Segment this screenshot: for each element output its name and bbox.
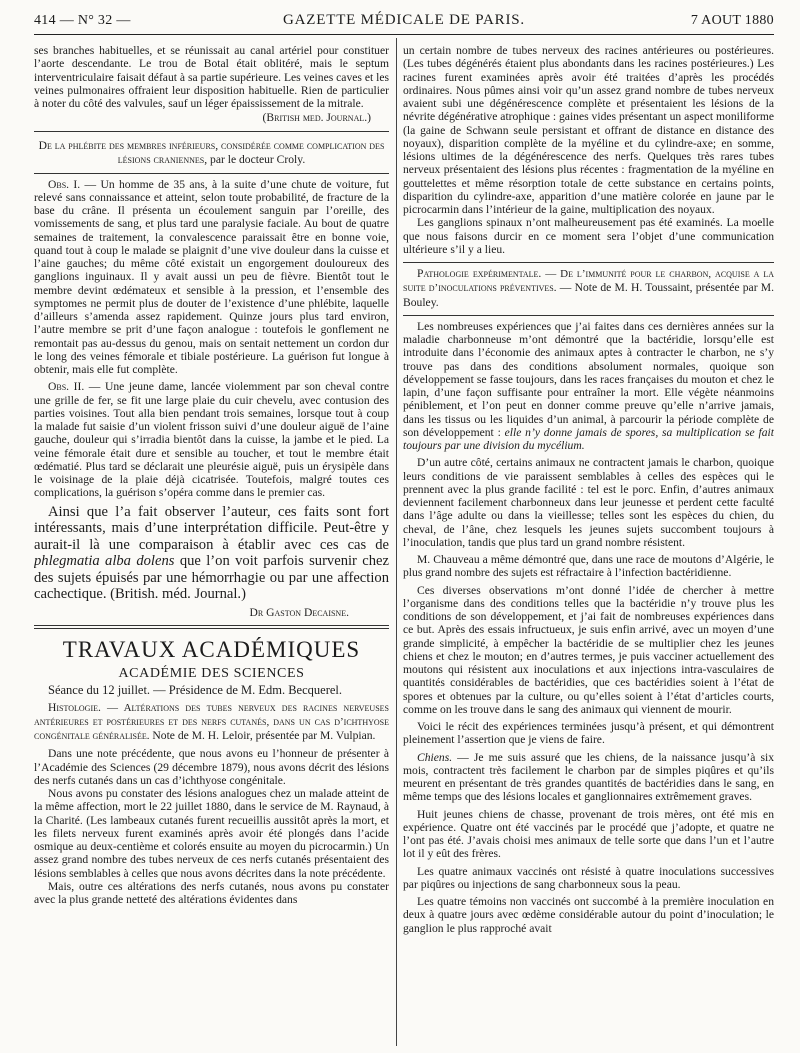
observation-1: Obs. I. — Un homme de 35 ans, à la suite d’une chute de voiture, fut relevé sans connaissance et atteint, selon toute probabilité, de fracture de la base du crâne. Il présenta un écoulement sanguin par l’oreille, des vomissements de sang, et plus tard une paralysie faciale. Au bout de quatre semaines de traitement, la convalescence paraissait être en bonne voie, quand tout à coup le malade se plaignit d’une vive douleur dans la cuisse et l’aine gauches; du même côté existait un engorgement douloureux des ganglions inguinaux. Il y avait aussi un peu de fièvre. Bientôt tout le membre devint œdémateux et sensible à la pression, et l’ensemble des symptomes ne permit plus de douter de l’existence d’une phlébite, laquelle d’ailleurs s’amenda assez rapidement. Quinze jours plus tard environ, l’autre membre se prit d’une façon analogue : toutefois le gonflement ne remontait pas au-dessus du genou, mais on sentait nettement un cordon dur le long des veines fémorale et tibiale postérieure. La guérison fut longue à obtenir, mais elle fut complète. [34, 177, 389, 376]
paragraph: Les quatre animaux vaccinés ont résisté à quatre inoculations successives par piqûres ou injections de sang charbonneux sous la peau. [403, 864, 774, 891]
paragraph: ses branches habituelles, et se réunissait au canal artériel pour constituer l’aorte descendante. Le trou de Botal était oblitéré, mais le septum interventriculaire faisait défaut à sa partie supérieure. Les veines caves et les veines pulmonaires offraient leur disposition habituelle. Rien de particulier à noter du côté des valvules, sauf un léger épaississement de la mitrale. [34, 44, 389, 110]
column-separator [396, 38, 397, 1046]
page-number: 414 — N° 32 — [34, 13, 131, 28]
double-rule [34, 625, 389, 629]
paragraph: Dans une note précédente, que nous avons eu l’honneur de présenter à l’Académie des Sciences (29 décembre 1879), nous avons décrit des lésions des nerfs cutanés dans un cas d’ichthyose congénitale. [34, 747, 389, 787]
journal-title: GAZETTE MÉDICALE DE PARIS. [283, 12, 525, 28]
section-rule [34, 173, 389, 174]
session-line: Séance du 12 juillet. — Présidence de M. Edm. Becquerel. [48, 682, 343, 697]
issue-date: 7 AOUT 1880 [690, 13, 774, 28]
paragraph: Mais, outre ces altérations des nerfs cutanés, nous avons pu constater avec la plus grande netteté des altérations évidentes dans [34, 879, 389, 907]
running-header [34, 10, 774, 32]
paragraph: Les nombreuses expériences que j’ai faites dans ces dernières années sur la maladie charbonneuse m’ont démontré que la bactéridie, lorsqu’elle est introduite dans l’économie des animaux aptes à contracter le charbon, ne s’y trouve pas dans des conditions absolument normales, quoique son développement se fasse toujours, dans les races françaises du mouton et chez le lapin, d’une façon suffisante pour entraîner la mort. Elle végète néanmoins péniblement, et l’on peut en donner comme preuve qu’elle n’arrive jamais, dans les tissus ou les liquides d’un animal, à parcourir la période complète de son développement : elle n’y donne jamais de spores, sa multiplication se fait toujours par une division du mycélium. [403, 319, 774, 452]
paragraph: Les ganglions spinaux n’ont malheureusement pas été examinés. La moelle que nous faisons durcir en ce moment sera l’objet d’une communication ultérieure s’il y a lieu. [403, 216, 774, 256]
section-rule [403, 315, 774, 316]
article-author: Dr Gaston Decaisne. [249, 606, 349, 620]
section-rule [403, 262, 774, 263]
observation-2: Obs. II. — Une jeune dame, lancée violemment par son cheval contre une grille de fer, se fit une large plaie du cuir chevelu, avec contusion des parties voisines. Tout alla bien pendant trois semaines, lorsque tout à coup la malade fut saisie d’un violent frisson suivi d’une douleur aiguë de l’aine gauche, douleur qui s’irradia bientôt dans la cuisse, la jambe et le pied. La veine fémorale était dure et sensible au toucher, et tout le membre était œdématié. Plus tard se déclarait une pleurésie aiguë, puis un érysipèle dans le voisinage de la plaie déjà cicatrisée. Toutefois, malgré toutes ces complications, la guérison s’opéra comme dans le premier cas. [34, 380, 389, 500]
section-heading: TRAVAUX ACADÉMIQUES [62, 637, 361, 663]
subsection-heading: ACADÉMIE DES SCIENCES [118, 666, 305, 682]
right-column [403, 44, 774, 1044]
section-rule [34, 131, 389, 132]
paragraph: Les quatre témoins non vaccinés ont succombé à la première inoculation en deux à quatre jours avec œdème considérable autour du point d’inoculation; le ganglion le plus rapproché avait [403, 895, 774, 935]
paragraph: D’un autre côté, certains animaux ne contractent jamais le charbon, quoique leurs conditions de vie paraissent semblables à celles des espèces qui le prennent avec la plus grande facilité : tel est le porc. Enfin, d’autres animaux deviennent facilement charbonneux dans leur jeunesse et perdent cette faculté dans l’âge adulte ou dans la vieillesse; telles sont les espèces du chien, du cheval, de l’âne, chez lesquels les jeunes sujets succombent toujours à l’inoculation, tandis que plus tard un grand nombre résistent. [403, 456, 774, 549]
paragraph: un certain nombre de tubes nerveux des racines antérieures ou postérieures. (Les tubes dégénérés étaient plus abondants dans les racines postérieures.) Les racines furent examinées après avoir été traitées d’après les procédés ordinaires. Nous pûmes ainsi voir qu’un assez grand nombre de tubes nerveux avaient subi une dégénérescence complète et présentaient les lésions de la névrite dégénérative atrophique : gaines vides présentant un aspect moniliforme (la gaine de Schwann seule persistant et offrant de distance en distance des noyaux), disparition complète de la myéline et du cylindre-axe; en somme, lésions ultimes de la dégénérescence des nerfs. Quelques très rares tubes nerveux présentaient des lésions plus récentes : fragmentation de la myéline en gouttelettes et même résorption totale de cette substance en certains points, disparition du cylindre-axe, apparition d’une matière colorée en jaune par le picrocarmin dans l’intérieur de la gaine, multiplication des noyaux. [403, 44, 774, 216]
paragraph: Voici le récit des expériences terminées jusqu’à présent, et qui démontrent pleinement l’assertion que je viens de faire. [403, 720, 774, 747]
paragraph: Huit jeunes chiens de chasse, provenant de trois mères, ont été mis en expérience. Quatre ont été vaccinés par le procédé que j’adopte, et quatre ne l’ont pas été. J’avais choisi mes animaux de telle sorte que dans l’un et l’autre lot il y eût des frères. [403, 807, 774, 861]
header-rule [34, 34, 774, 35]
pathology-heading: Pathologie expérimentale. — De l’immunité pour le charbon, acquise a la suite d’inoculations préventives. — Note de M. H. Toussaint, présentée par M. Bouley. [403, 267, 774, 309]
left-column [34, 44, 389, 1044]
paragraph: Ces diverses observations m’ont donné l’idée de chercher à mettre l’organisme dans des conditions telles que la bactéridie n’y trouve plus les conditions de son développement, et j’ai fait de nombreuses expériences dans ce but. Après des essais infructueux, je suis enfin arrivé, avec un moyen d’une grande simplicité, à empêcher la bactéridie de se multiplier chez les jeunes chiens et chez le mouton; en d’autres termes, je puis vacciner actuellement des moutons qui résistent aux inoculations et aux injections intra-vasculaires de quantités considérables de bactéridies, que ces bactéridies soient à l’état de spores et obtenues par la culture, ou qu’elles soient à l’état d’articles courts, comme on les trouve dans le sang des animaux qui viennent de mourir. [403, 583, 774, 716]
source-citation: (British med. Journal.) [262, 111, 371, 125]
article-title: De la phlébite des membres inférieurs, considérée comme complication des lésions craniennes, par le docteur Croly. [38, 138, 385, 166]
commentary: Ainsi que l’a fait observer l’auteur, ces faits sont fort intéressants, mais d’une interprétation difficile. Peut-être y aurait-il là une comparaison à établir avec ces cas de phlegmatia alba dolens que l’on voit parfois survenir chez des sujets épuisés par une hémorrhagie ou par une affection cachectique. (British. méd. Journal.) [34, 503, 389, 603]
paragraph: Chiens. — Je me suis assuré que les chiens, de la naissance jusqu’à six mois, contractent très facilement le charbon par de simples piqûres et qu’ils meurent en présentant de très grandes quantités de bactéridies dans le sang, en même temps que des lésions locales et ganglionnaires extrêmement graves. [403, 750, 774, 804]
paragraph: Nous avons pu constater des lésions analogues chez un malade atteint de la même affection, mort le 22 juillet 1880, dans le service de M. Raynaud, à la Charité. (Les lambeaux cutanés furent recueillis aussitôt après la mort, et les filets nerveux furent examinés après avoir été plongés dans l’acide osmique au deux-centième et colorés ensuite au moyen du picrocarmin.) Un assez grand nombre des tubes nerveux de ces nerfs cutanés présentaient des lésions semblables à celles que nous avons décrites dans la note précédente. [34, 787, 389, 880]
histology-heading: Histologie. — Altérations des tubes nerveux des racines nerveuses antérieures et postérieures et des nerfs cutanés, dans un cas d’ichthyose congénitale généralisée. Note de M. H. Leloir, présentée par M. Vulpian. [34, 700, 389, 743]
paragraph: M. Chauveau a même démontré que, dans une race de moutons d’Algérie, le plus grand nombre des sujets est réfractaire à l’infection bactéridienne. [403, 553, 774, 580]
